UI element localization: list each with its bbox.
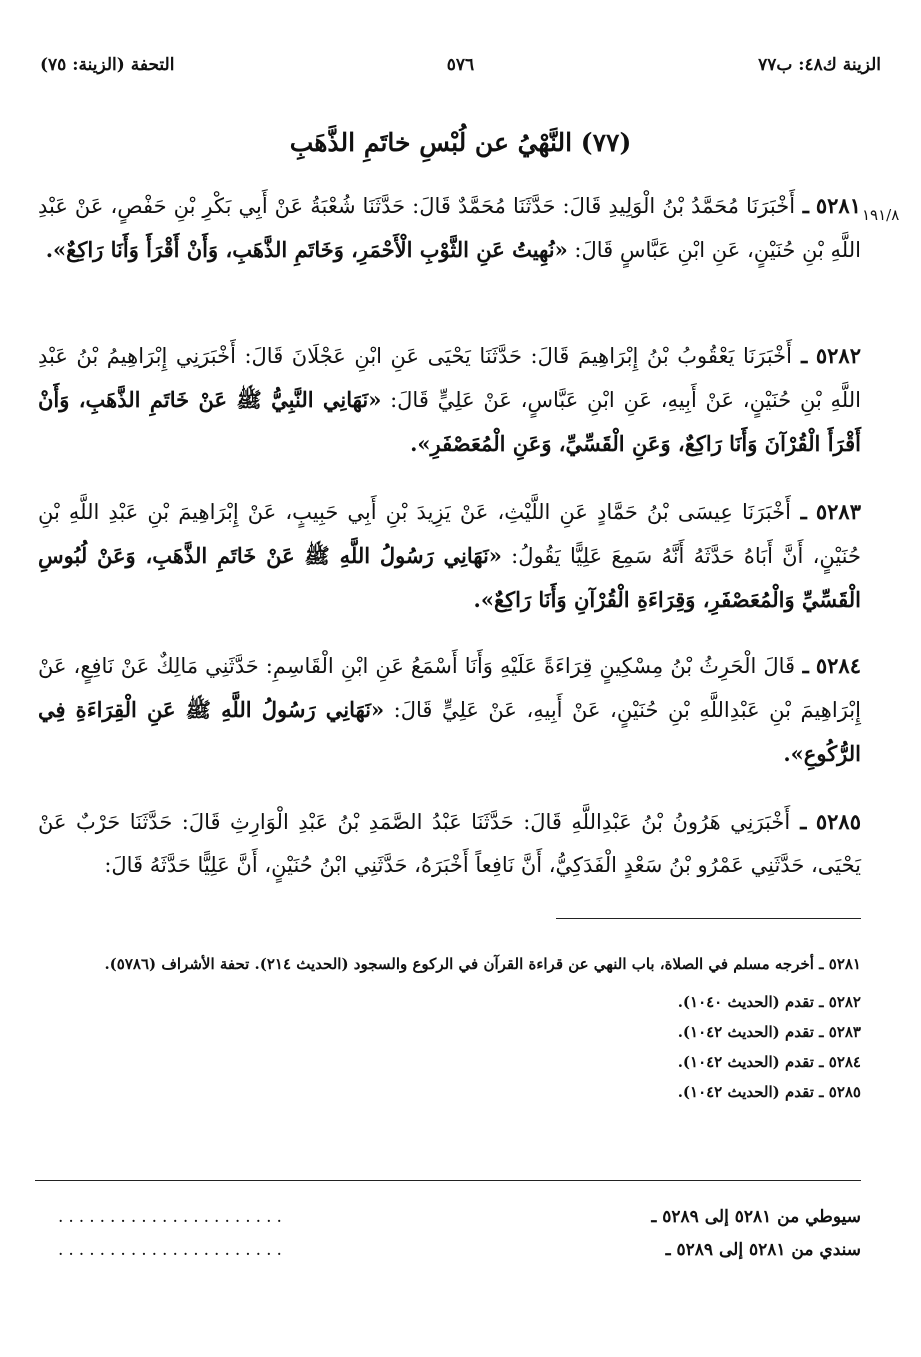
hadith-isnad: أَخْبَرَنِي هَرُونُ بْنُ عَبْدِاللَّهِ قَالَ: حَدَّثَنَا عَبْدُ الصَّمَدِ بْنُ عَبْدِ الْوَارِثِ قَالَ: حَدَّثَنَا حَرْبٌ عَنْ يَحْيَى، حَدَّثَنِي عَمْرُو بْنُ سَعْدٍ الْفَدَكِيُّ، أَنَّ نَافِعاً أَخْبَرَهُ، حَدَّثَنِي ابْنُ حُنَيْنٍ، أَنَّ عَلِيًّا حَدَّثَهُ قَالَ: xyxy=(38,810,861,877)
hadith-number: ٥٢٨١ xyxy=(815,193,861,218)
running-header xyxy=(40,55,881,85)
hadith-matn: «نَهَانِي رَسُولُ اللَّهِ ﷺ عَنِ الْقِرَاءَةِ فِي الرُّكُوعِ». xyxy=(38,697,861,766)
commentary-label: سيوطي من ٥٢٨١ إلى ٥٢٨٩ ـ xyxy=(651,1207,861,1227)
hadith-5284: ٥٢٨٤ ـ قَالَ الْحَرِثُ بْنُ مِسْكِينٍ قِرَاءَةً عَلَيْهِ وَأَنَا أَسْمَعُ عَنِ ابْنِ الْقَاسِمِ: حَدَّثَنِي مَالِكٌ عَنْ نَافِعٍ، عَنْ إِبْرَاهِيمَ بْنِ عَبْدِاللَّهِ بْنِ حُنَيْنٍ، عَنْ أَبِيهِ، عَنْ عَلِيٍّ قَالَ: «نَهَانِي رَسُولُ اللَّهِ ﷺ عَنِ الْقِرَاءَةِ فِي الرُّكُوعِ». xyxy=(38,653,861,766)
hadith-isnad: قَالَ الْحَرِثُ بْنُ مِسْكِينٍ قِرَاءَةً عَلَيْهِ وَأَنَا أَسْمَعُ عَنِ ابْنِ الْقَاسِمِ: حَدَّثَنِي مَالِكٌ عَنْ نَافِعٍ، عَنْ إِبْرَاهِيمَ بْنِ عَبْدِاللَّهِ بْنِ حُنَيْنٍ، عَنْ أَبِيهِ، عَنْ عَلِيٍّ قَالَ: xyxy=(38,654,861,722)
hadith-number: ٥٢٨٥ xyxy=(815,809,861,834)
page-number: ٥٧٦ xyxy=(446,55,475,75)
footnote-divider xyxy=(556,918,861,919)
hadith-isnad: أَخْبَرَنَا مُحَمَّدُ بْنُ الْوَلِيدِ قَالَ: حَدَّثَنَا مُحَمَّدٌ قَالَ: حَدَّثَنَا شُعْبَةُ عَنْ أَبِي بَكْرِ بْنِ حَفْصٍ، عَنْ عَبْدِ اللَّهِ بْنِ حُنَيْنٍ، عَنِ ابْنِ عَبَّاسٍ قَالَ: xyxy=(38,194,861,262)
footnote: ٥٢٨٤ ـ تقدم (الحديث ١٠٤٢). xyxy=(677,1053,861,1071)
commentary-divider xyxy=(35,1180,861,1181)
footnote: ٥٢٨٣ ـ تقدم (الحديث ١٠٤٢). xyxy=(677,1023,861,1041)
hadith-matn: «نَهَانِي رَسُولُ اللَّهِ ﷺ عَنْ خَاتَمِ الذَّهَبِ، وَعَنْ لُبُوسِ الْقَسِّيِّ وَالْمُعَصْفَرِ، وَقِرَاءَةِ الْقُرْآنِ وَأَنَا رَاكِعٌ». xyxy=(38,543,861,612)
footnote: ٥٢٨٥ ـ تقدم (الحديث ١٠٤٢). xyxy=(677,1083,861,1101)
hadith-number: ٥٢٨٤ xyxy=(815,653,861,678)
leader-dots: ...................... xyxy=(58,1240,287,1260)
hadith-5285: ٥٢٨٥ ـ أَخْبَرَنِي هَرُونُ بْنُ عَبْدِاللَّهِ قَالَ: حَدَّثَنَا عَبْدُ الصَّمَدِ بْنُ عَبْدِ الْوَارِثِ قَالَ: حَدَّثَنَا حَرْبٌ عَنْ يَحْيَى، حَدَّثَنِي عَمْرُو بْنُ سَعْدٍ الْفَدَكِيُّ، أَنَّ نَافِعاً أَخْبَرَهُ، حَدَّثَنِي ابْنُ حُنَيْنٍ، أَنَّ عَلِيًّا حَدَّثَهُ قَالَ: xyxy=(38,809,861,877)
margin-reference: ١٩١/٨ xyxy=(862,206,900,224)
hadith-matn: «نُهِيتُ عَنِ الثَّوْبِ الْأَحْمَرِ، وَخَاتَمِ الذَّهَبِ، وَأَنْ أَقْرَأَ وَأَنَا رَاكِعٌ». xyxy=(45,237,568,262)
leader-dots: ...................... xyxy=(58,1207,287,1227)
commentary-label: سندي من ٥٢٨١ إلى ٥٢٨٩ ـ xyxy=(665,1240,861,1260)
hadith-number: ٥٢٨٢ xyxy=(815,343,861,368)
chapter-title: (٧٧) النَّهْيُ عن لُبْسِ خاتَمِ الذَّهَبِ xyxy=(289,128,632,157)
hadith-isnad: أَخْبَرَنَا عِيسَى بْنُ حَمَّادٍ عَنِ اللَّيْثِ، عَنْ يَزِيدَ بْنِ أَبِي حَبِيبٍ، عَنْ إِبْرَاهِيمَ بْنِ عَبْدِ اللَّهِ بْنِ حُنَيْنٍ، أَنَّ أَبَاهُ حَدَّثَهُ أَنَّهُ سَمِعَ عَلِيًّا يَقُولُ: xyxy=(38,500,861,568)
header-tuhfa-ref: التحفة (الزينة: ٧٥) xyxy=(40,55,175,75)
hadith-5283: ٥٢٨٣ ـ أَخْبَرَنَا عِيسَى بْنُ حَمَّادٍ عَنِ اللَّيْثِ، عَنْ يَزِيدَ بْنِ أَبِي حَبِيبٍ، عَنْ إِبْرَاهِيمَ بْنِ عَبْدِ اللَّهِ بْنِ حُنَيْنٍ، أَنَّ أَبَاهُ حَدَّثَهُ أَنَّهُ سَمِعَ عَلِيًّا يَقُولُ: «نَهَانِي رَسُولُ اللَّهِ ﷺ عَنْ خَاتَمِ الذَّهَبِ، وَعَنْ لُبُوسِ الْقَسِّيِّ وَالْمُعَصْفَرِ، وَقِرَاءَةِ الْقُرْآنِ وَأَنَا رَاكِعٌ». xyxy=(38,499,861,612)
hadith-matn: «نَهَانِي النَّبِيُّ ﷺ عَنْ خَاتَمِ الذَّهَبِ، وَأَنْ أَقْرَأَ الْقُرْآنَ وَأَنَا رَاكِعٌ، وَعَنِ الْقَسِّيِّ، وَعَنِ الْمُعَصْفَرِ». xyxy=(38,387,861,456)
hadith-isnad: أَخْبَرَنَا يَعْقُوبُ بْنُ إِبْرَاهِيمَ قَالَ: حَدَّثَنَا يَحْيَى عَنِ ابْنِ عَجْلَانَ قَالَ: أَخْبَرَنِي إِبْرَاهِيمُ بْنُ عَبْدِ اللَّهِ بْنِ حُنَيْنٍ، عَنْ أَبِيهِ، عَنِ ابْنِ عَبَّاسٍ، عَنْ عَلِيٍّ قَالَ: xyxy=(38,344,861,412)
footnote: ٥٢٨١ ـ أخرجه مسلم في الصلاة، باب النهي عن قراءة القرآن في الركوع والسجود (الحديث ٢١٤). تحفة الأشراف (٥٧٨٦). xyxy=(104,955,861,973)
header-chapter-ref: الزينة ك٤٨: ب٧٧ xyxy=(758,55,881,75)
hadith-5281: ٥٢٨١ ـ أَخْبَرَنَا مُحَمَّدُ بْنُ الْوَلِيدِ قَالَ: حَدَّثَنَا مُحَمَّدٌ قَالَ: حَدَّثَنَا شُعْبَةُ عَنْ أَبِي بَكْرِ بْنِ حَفْصٍ، عَنْ عَبْدِ اللَّهِ بْنِ حُنَيْنٍ، عَنِ ابْنِ عَبَّاسٍ قَالَ: «نُهِيتُ عَنِ الثَّوْبِ الْأَحْمَرِ، وَخَاتَمِ الذَّهَبِ، وَأَنْ أَقْرَأَ وَأَنَا رَاكِعٌ». xyxy=(38,193,861,262)
footnote: ٥٢٨٢ ـ تقدم (الحديث ١٠٤٠). xyxy=(677,993,861,1011)
hadith-5282: ٥٢٨٢ ـ أَخْبَرَنَا يَعْقُوبُ بْنُ إِبْرَاهِيمَ قَالَ: حَدَّثَنَا يَحْيَى عَنِ ابْنِ عَجْلَانَ قَالَ: أَخْبَرَنِي إِبْرَاهِيمُ بْنُ عَبْدِ اللَّهِ بْنِ حُنَيْنٍ، عَنْ أَبِيهِ، عَنِ ابْنِ عَبَّاسٍ، عَنْ عَلِيٍّ قَالَ: «نَهَانِي النَّبِيُّ ﷺ عَنْ خَاتَمِ الذَّهَبِ، وَأَنْ أَقْرَأَ الْقُرْآنَ وَأَنَا رَاكِعٌ، وَعَنِ الْقَسِّيِّ، وَعَنِ الْمُعَصْفَرِ». xyxy=(38,343,861,456)
hadith-number: ٥٢٨٣ xyxy=(815,499,861,524)
